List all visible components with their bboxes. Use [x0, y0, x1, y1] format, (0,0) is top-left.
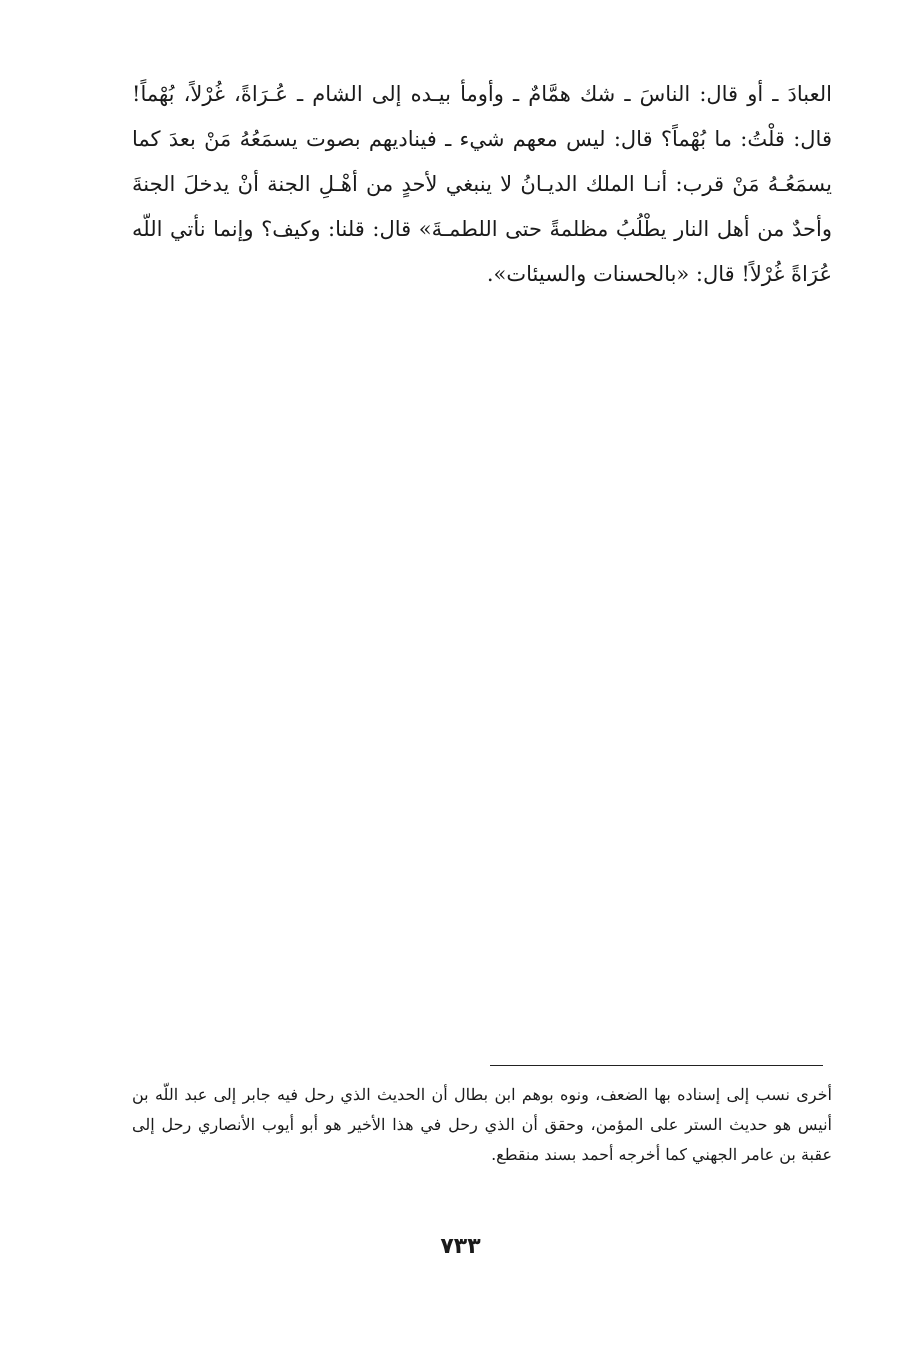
footnote-separator-rule: [490, 1065, 823, 1066]
footnote-block: [132, 1080, 832, 1170]
page-number: ٧٣٣: [440, 1234, 481, 1259]
footnote-text: أخرى نسب إلى إسناده بها الضعف، ونوه بوهم ابن بطال أن الحديث الذي رحل فيه جابر إلى عبد اللّه بن أنيس هو حديث الستر على المؤمن، وحقق أن الذي رحل في هذا الأخير هو أبو أيوب الأنصاري رحل إلى عقبة بن عامر الجهني كما أخرجه أحمد بسند منقطع.: [132, 1085, 832, 1164]
main-text-block: [132, 72, 832, 297]
main-paragraph: العبادَ ـ أو قال: الناسَ ـ شك همَّامٌ ـ وأومأ بيـده إلى الشام ـ عُـرَاةً، غُرْلاً، بُهْماً! قال: قلْتُ: ما بُهْماً؟ قال: ليس معهم شيء ـ فيناديهم بصوت يسمَعُهُ مَنْ بعدَ كما يسمَعُـهُ مَنْ قرب: أنـا الملك الديـانُ لا ينبغي لأحدٍ من أهْـلِ الجنة أنْ يدخلَ الجنةَ وأحدٌ من أهل النار يطْلُبُ مظلمةً حتى اللطمـةَ» قال: قلنا: وكيف؟ وإنما نأتي اللّه عُرَاةً غُرْلاً! قال: «بالحسنات والسيئات».: [132, 82, 832, 286]
